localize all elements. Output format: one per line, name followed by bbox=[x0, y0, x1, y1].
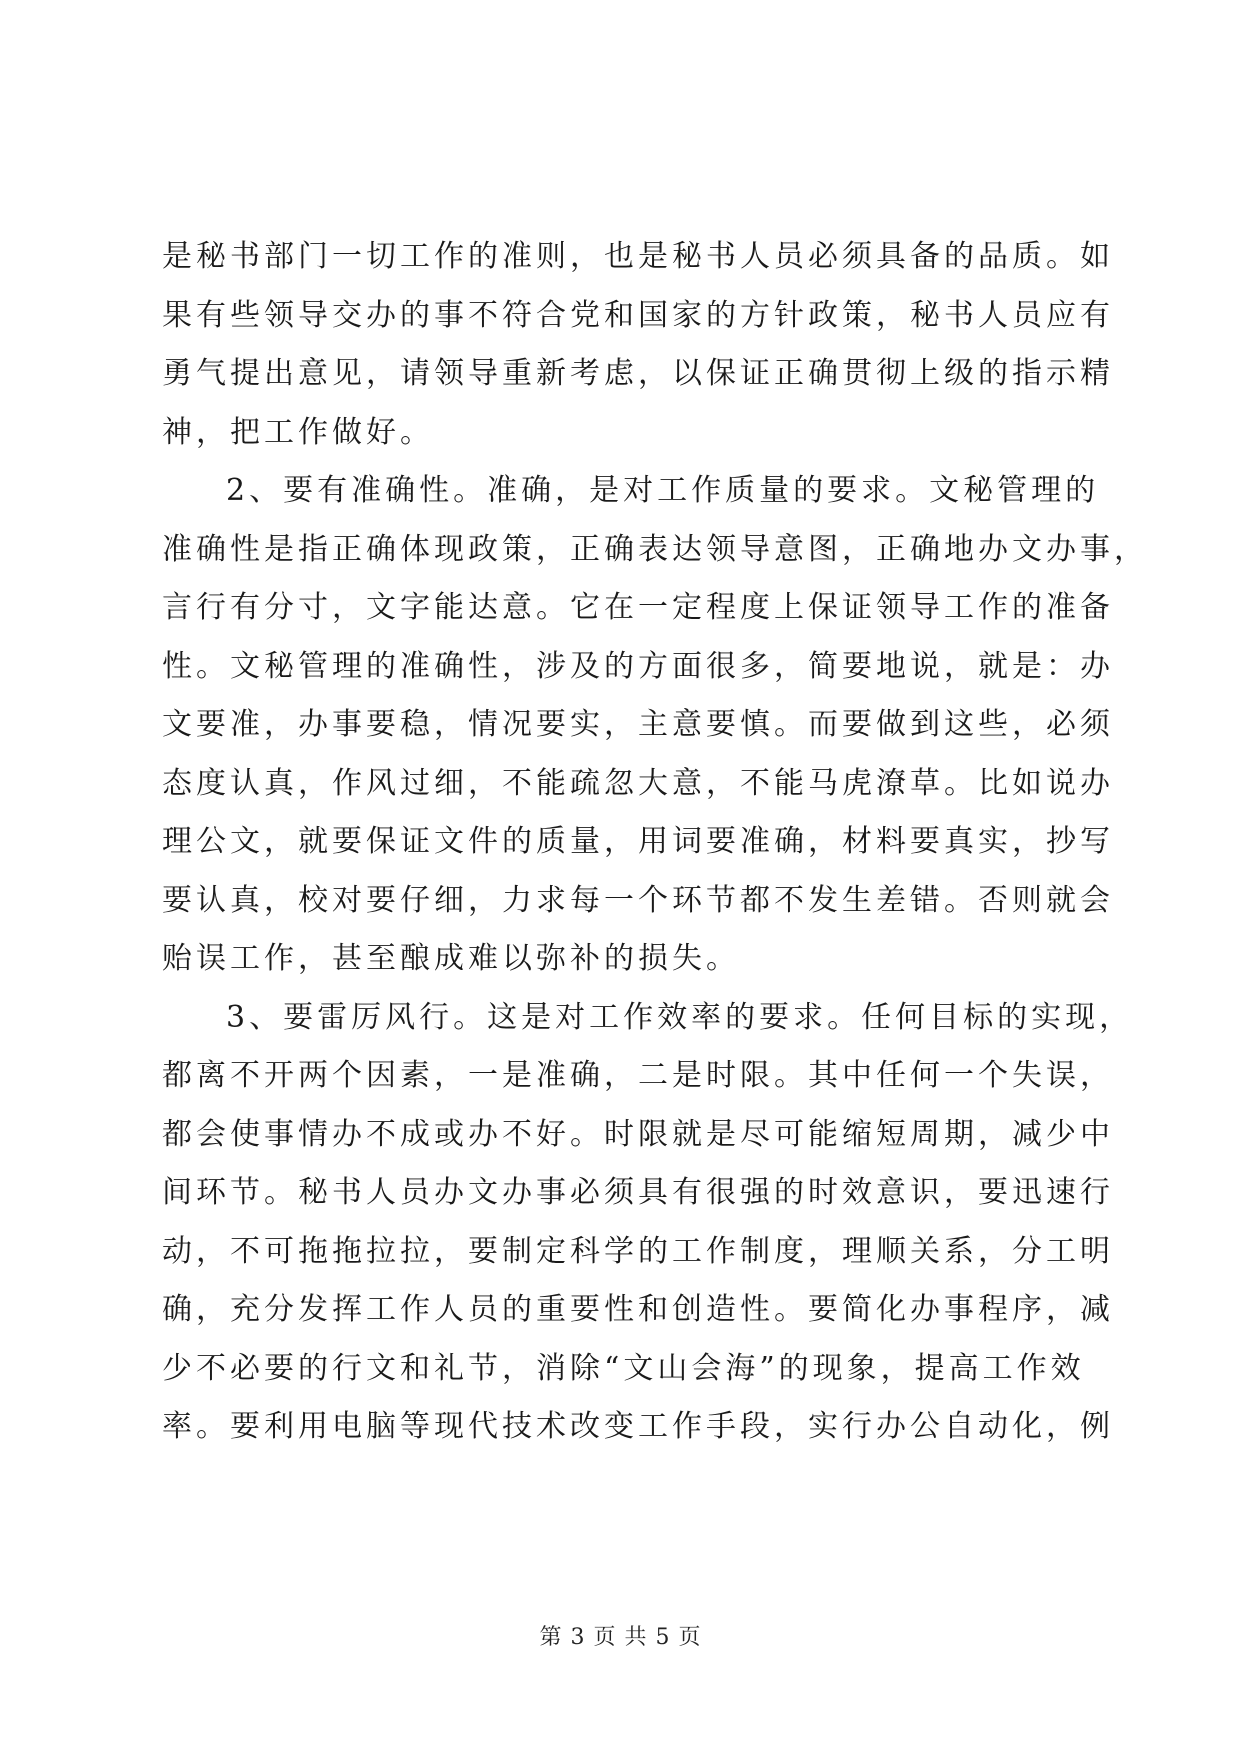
text-line: 都离不开两个因素，一是准确，二是时限。其中任何一个失误， bbox=[162, 1058, 1114, 1093]
text-line: 言行有分寸，文字能达意。它在一定程度上保证领导工作的准备 bbox=[162, 590, 1114, 625]
text-line: 贻误工作，甚至酿成难以弥补的损失。 bbox=[162, 941, 740, 976]
text-line: 文要准，办事要稳，情况要实，主意要慎。而要做到这些，必须 bbox=[162, 707, 1114, 742]
text-line: 确，充分发挥工作人员的重要性和创造性。要简化办事程序，减 bbox=[162, 1292, 1114, 1327]
text-line: 性。文秘管理的准确性，涉及的方面很多，简要地说，就是：办 bbox=[162, 648, 1114, 684]
paragraph-start-line: 3、要雷厉风行。这是对工作效率的要求。任何目标的实现， bbox=[226, 999, 1134, 1035]
text-line: 是秘书部门一切工作的准则，也是秘书人员必须具备的品质。如 bbox=[162, 239, 1114, 274]
text-line: 要认真，校对要仔细，力求每一个环节都不发生差错。否则就会 bbox=[162, 882, 1114, 918]
text-line: 理公文，就要保证文件的质量，用词要准确，材料要真实，抄写 bbox=[162, 824, 1114, 859]
text-line: 率。要利用电脑等现代技术改变工作手段，实行办公自动化，例 bbox=[162, 1409, 1114, 1444]
paragraph-start-line: 2、要有准确性。准确，是对工作质量的要求。文秘管理的 bbox=[226, 473, 1100, 508]
document-body bbox=[162, 228, 1148, 1457]
text-line: 少不必要的行文和礼节，消除“文山会海”的现象，提高工作效 bbox=[162, 1350, 1085, 1386]
text-line: 动，不可拖拖拉拉，要制定科学的工作制度，理顺关系，分工明 bbox=[162, 1233, 1114, 1269]
page-number-footer: 第 3 页 共 5 页 bbox=[539, 1625, 702, 1650]
text-line: 都会使事情办不成或办不好。时限就是尽可能缩短周期，减少中 bbox=[162, 1116, 1114, 1152]
text-line: 准确性是指正确体现政策，正确表达领导意图，正确地办文办事， bbox=[162, 531, 1148, 567]
text-line: 勇气提出意见，请领导重新考虑，以保证正确贯彻上级的指示精 bbox=[162, 356, 1114, 391]
text-line: 间环节。秘书人员办文办事必须具有很强的时效意识，要迅速行 bbox=[162, 1175, 1114, 1210]
text-line: 果有些领导交办的事不符合党和国家的方针政策，秘书人员应有 bbox=[162, 297, 1114, 333]
text-line: 态度认真，作风过细，不能疏忽大意，不能马虎潦草。比如说办 bbox=[162, 765, 1114, 801]
text-line: 神，把工作做好。 bbox=[162, 414, 434, 450]
